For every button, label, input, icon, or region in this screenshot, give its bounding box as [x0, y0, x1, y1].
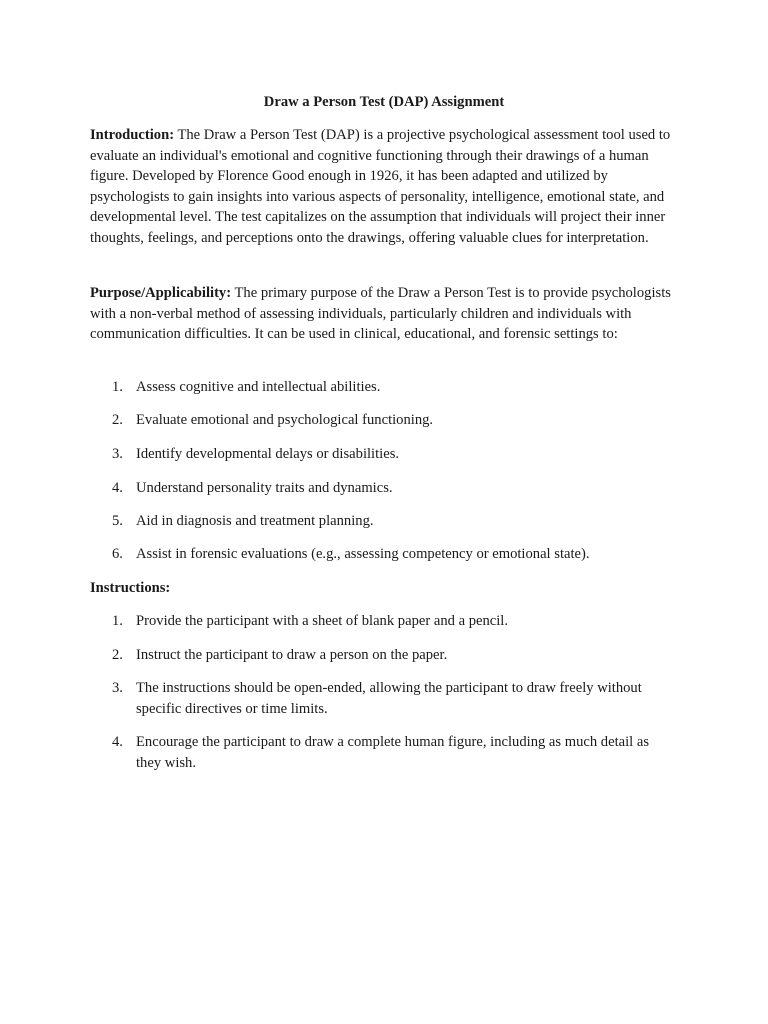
list-number: 2. [112, 412, 123, 428]
purpose-label: Purpose/Applicability: [90, 285, 232, 301]
list-item-text: Aid in diagnosis and treatment planning. [136, 513, 374, 529]
list-item-text: Understand personality traits and dynamics. [136, 480, 393, 496]
list-number: 3. [112, 680, 123, 696]
list-number: 2. [112, 647, 123, 663]
list-item-text: Instruct the participant to draw a person on the paper. [136, 647, 448, 663]
list-item-text: The instructions should be open-ended, allowing the participant to draw freely without specific directives or time limits. [136, 680, 642, 717]
list-number: 4. [112, 734, 123, 750]
list-number: 4. [112, 480, 123, 496]
purpose-paragraph [90, 283, 682, 345]
purpose-text: The primary purpose of the Draw a Person Test is to provide psychologists with a non-verbal method of assessing individuals, particularly children and individuals with communication difficulties. It can be used in clinical, educational, and forensic settings to: [90, 285, 671, 342]
list-number: 3. [112, 446, 123, 462]
list-number: 1. [112, 613, 123, 629]
list-item-text: Identify developmental delays or disabilities. [136, 446, 400, 462]
list-item-text: Assist in forensic evaluations (e.g., assessing competency or emotional state). [136, 546, 590, 562]
list-number: 5. [112, 513, 123, 529]
document-title: Draw a Person Test (DAP) Assignment [263, 94, 505, 110]
introduction-text: The Draw a Person Test (DAP) is a projective psychological assessment tool used to evaluate an individual's emotional and cognitive functioning through their drawings of a human figure. Developed by Florence Good enough in 1926, it has been adapted and utilized by psychologists to gain insights into various aspects of personality, intelligence, emotional state, and developmental level. The test capitalizes on the assumption that individuals will project their inner thoughts, feelings, and perceptions onto the drawings, offering valuable clues for interpretation. [90, 127, 671, 246]
list-item-text: Encourage the participant to draw a complete human figure, including as much detail as they wish. [136, 734, 650, 771]
purpose-list-item [112, 544, 672, 565]
list-number: 6. [112, 546, 123, 562]
instructions-list-item [112, 611, 672, 632]
purpose-list-item [112, 377, 672, 398]
instructions-list-item [112, 645, 672, 666]
list-item-text: Evaluate emotional and psychological functioning. [136, 412, 434, 428]
introduction-label: Introduction: [90, 127, 175, 143]
list-item-text: Assess cognitive and intellectual abilities. [136, 379, 381, 395]
instructions-heading: Instructions: [90, 580, 171, 596]
purpose-list-item [112, 410, 672, 431]
instructions-list-item [112, 678, 672, 719]
list-number: 1. [112, 379, 123, 395]
instructions-list-item [112, 732, 672, 773]
introduction-paragraph [90, 125, 682, 248]
list-item-text: Provide the participant with a sheet of blank paper and a pencil. [136, 613, 509, 629]
purpose-list-item [112, 444, 672, 465]
purpose-list-item [112, 478, 672, 499]
purpose-list-item [112, 511, 672, 532]
